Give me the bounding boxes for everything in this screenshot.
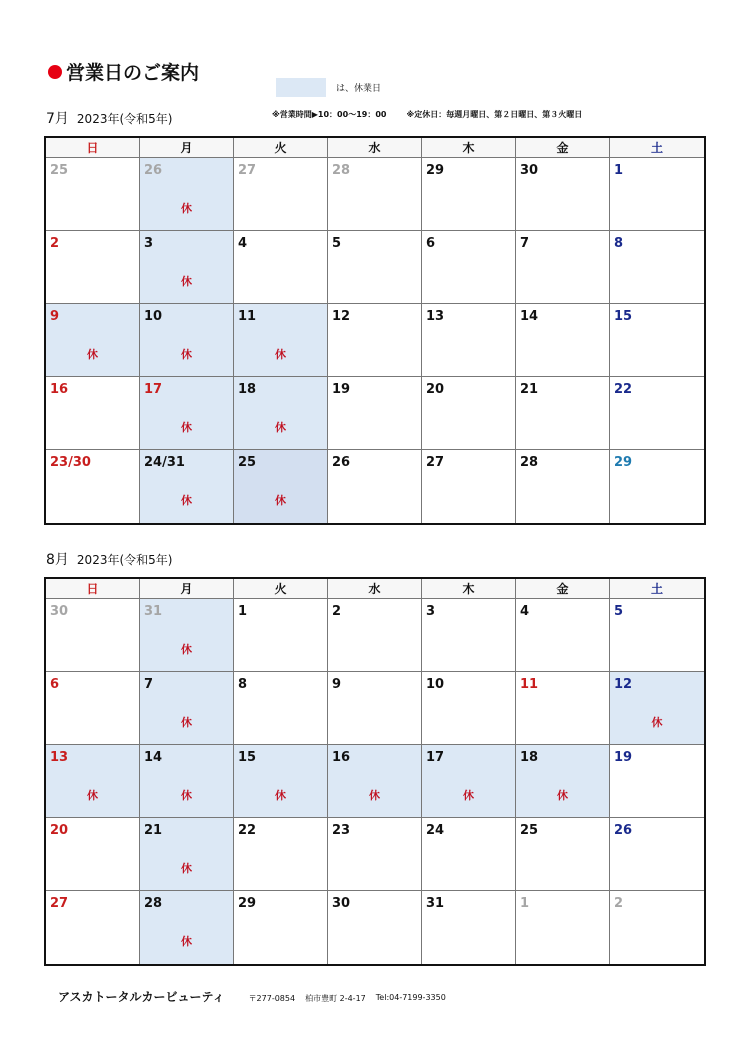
day-cell — [46, 304, 140, 377]
day-cell — [46, 377, 140, 450]
day-number: 2 — [50, 236, 60, 251]
july-calendar — [44, 136, 706, 525]
day-number: 26 — [144, 163, 163, 178]
day-number: 1 — [238, 604, 248, 619]
day-number: 19 — [614, 750, 633, 765]
day-number: 10 — [144, 309, 163, 324]
day-cell — [46, 599, 140, 672]
day-number: 14 — [144, 750, 163, 765]
holiday-mark: 休 — [181, 935, 192, 948]
day-cell — [422, 745, 516, 818]
holiday-mark: 休 — [87, 348, 98, 361]
weekday-header: 日 — [46, 579, 140, 599]
day-cell — [234, 377, 328, 450]
day-number: 3 — [426, 604, 436, 619]
day-cell — [610, 599, 704, 672]
day-number: 10 — [426, 677, 445, 692]
holiday-mark: 休 — [369, 789, 380, 802]
holiday-mark: 休 — [275, 421, 286, 434]
day-cell — [422, 672, 516, 745]
day-cell — [610, 231, 704, 304]
day-cell — [140, 818, 234, 891]
day-cell — [516, 377, 610, 450]
day-cell — [234, 891, 328, 964]
month-label: 7月 — [46, 111, 69, 127]
weekday-header: 月 — [140, 579, 234, 599]
day-number: 28 — [520, 455, 539, 470]
day-cell — [140, 891, 234, 964]
day-cell — [140, 231, 234, 304]
day-cell — [422, 377, 516, 450]
day-number: 21 — [144, 823, 163, 838]
day-number: 18 — [520, 750, 539, 765]
day-number: 2 — [332, 604, 342, 619]
holiday-mark: 休 — [463, 789, 474, 802]
day-cell — [422, 304, 516, 377]
weekday-header: 火 — [234, 579, 328, 599]
day-number: 7 — [520, 236, 530, 251]
weekday-header: 木 — [422, 138, 516, 158]
page-title-text: 営業日のご案内 — [66, 62, 200, 84]
year-label: 2023年(令和5年) — [76, 553, 173, 567]
day-number: 28 — [332, 163, 351, 178]
day-number: 4 — [520, 604, 530, 619]
red-dot-icon — [48, 65, 62, 79]
day-cell — [516, 818, 610, 891]
footer — [58, 988, 446, 1005]
street-address: 柏市豊町 2-4-17 — [305, 994, 366, 1003]
day-cell — [328, 450, 422, 523]
day-number: 16 — [332, 750, 351, 765]
day-cell — [46, 745, 140, 818]
day-cell — [422, 450, 516, 523]
day-number: 5 — [332, 236, 342, 251]
day-cell — [140, 377, 234, 450]
day-number: 20 — [426, 382, 445, 397]
day-number: 29 — [614, 455, 633, 470]
day-number: 11 — [520, 677, 539, 692]
holiday-mark: 休 — [275, 348, 286, 361]
day-number: 8 — [238, 677, 248, 692]
day-cell — [610, 450, 704, 523]
day-cell — [516, 304, 610, 377]
day-number: 29 — [426, 163, 445, 178]
regular-holiday-text: ※定休日：毎週月曜日、第２日曜日、第３火曜日 — [406, 110, 583, 119]
day-cell — [328, 231, 422, 304]
day-cell — [140, 158, 234, 231]
day-number: 14 — [520, 309, 539, 324]
day-number: 12 — [614, 677, 633, 692]
day-cell — [46, 231, 140, 304]
holiday-mark: 休 — [557, 789, 568, 802]
day-cell — [140, 450, 234, 523]
holiday-mark: 休 — [181, 275, 192, 288]
hours-text: ※営業時間▶10：00〜19：00 — [272, 110, 387, 119]
day-number: 30 — [520, 163, 539, 178]
day-number: 1 — [520, 896, 530, 911]
holiday-mark: 休 — [181, 494, 192, 507]
day-number: 16 — [50, 382, 69, 397]
weekday-header: 金 — [516, 138, 610, 158]
august-heading — [46, 549, 172, 569]
day-number: 25 — [238, 455, 257, 470]
day-cell — [234, 231, 328, 304]
day-number: 9 — [50, 309, 60, 324]
holiday-mark: 休 — [181, 202, 192, 215]
august-calendar — [44, 577, 706, 966]
weekday-header: 日 — [46, 138, 140, 158]
day-number: 29 — [238, 896, 257, 911]
day-cell — [140, 672, 234, 745]
day-number: 18 — [238, 382, 257, 397]
day-cell — [516, 158, 610, 231]
day-cell — [328, 599, 422, 672]
day-cell — [140, 304, 234, 377]
day-cell — [610, 891, 704, 964]
day-cell — [328, 672, 422, 745]
day-number: 11 — [238, 309, 257, 324]
day-number: 8 — [614, 236, 624, 251]
weekday-header: 木 — [422, 579, 516, 599]
day-number: 12 — [332, 309, 351, 324]
day-number: 13 — [50, 750, 69, 765]
day-number: 27 — [238, 163, 257, 178]
weekday-header: 水 — [328, 579, 422, 599]
day-cell — [610, 304, 704, 377]
day-number: 26 — [614, 823, 633, 838]
holiday-mark: 休 — [181, 348, 192, 361]
day-cell — [46, 891, 140, 964]
day-number: 23 — [332, 823, 351, 838]
day-cell — [328, 377, 422, 450]
day-cell — [46, 450, 140, 523]
day-number: 4 — [238, 236, 248, 251]
day-number: 31 — [144, 604, 163, 619]
page-title — [48, 58, 199, 85]
holiday-mark: 休 — [275, 494, 286, 507]
day-number: 20 — [50, 823, 69, 838]
day-number: 15 — [238, 750, 257, 765]
day-cell — [516, 450, 610, 523]
day-number: 30 — [332, 896, 351, 911]
day-cell — [328, 158, 422, 231]
day-cell — [234, 745, 328, 818]
day-cell — [610, 158, 704, 231]
day-number: 28 — [144, 896, 163, 911]
phone-number: Tel:04-7199-3350 — [375, 993, 446, 1002]
day-number: 22 — [614, 382, 633, 397]
weekday-header: 月 — [140, 138, 234, 158]
day-cell — [516, 231, 610, 304]
day-number: 9 — [332, 677, 342, 692]
weekday-header: 水 — [328, 138, 422, 158]
holiday-mark: 休 — [181, 716, 192, 729]
holiday-mark: 休 — [181, 643, 192, 656]
day-number: 21 — [520, 382, 539, 397]
day-cell — [46, 158, 140, 231]
day-number: 3 — [144, 236, 154, 251]
legend — [276, 78, 381, 97]
closed-day-swatch — [276, 78, 326, 97]
day-cell — [422, 158, 516, 231]
day-cell — [422, 818, 516, 891]
day-cell — [328, 745, 422, 818]
year-label: 2023年(令和5年) — [76, 112, 173, 126]
day-cell — [234, 672, 328, 745]
day-cell — [516, 599, 610, 672]
day-number: 7 — [144, 677, 154, 692]
holiday-mark: 休 — [181, 421, 192, 434]
month-label: 8月 — [46, 552, 69, 568]
business-hours-note — [272, 109, 582, 120]
legend-text: は、休業日 — [336, 84, 382, 94]
day-cell — [234, 599, 328, 672]
day-number: 27 — [426, 455, 445, 470]
day-number: 30 — [50, 604, 69, 619]
day-cell — [516, 745, 610, 818]
day-cell — [140, 745, 234, 818]
day-number: 1 — [614, 163, 624, 178]
day-number: 17 — [426, 750, 445, 765]
holiday-mark: 休 — [87, 789, 98, 802]
day-number: 24 — [426, 823, 445, 838]
contact-info — [249, 993, 446, 1004]
day-cell — [140, 599, 234, 672]
day-number: 24/31 — [144, 455, 185, 470]
day-number: 13 — [426, 309, 445, 324]
holiday-mark: 休 — [181, 862, 192, 875]
postal-code: 〒277-0854 — [248, 994, 296, 1003]
holiday-mark: 休 — [651, 716, 663, 729]
day-number: 23/30 — [50, 455, 91, 470]
day-cell — [234, 818, 328, 891]
day-cell — [234, 450, 328, 523]
day-cell — [516, 891, 610, 964]
day-cell — [422, 231, 516, 304]
day-number: 17 — [144, 382, 163, 397]
day-cell — [46, 672, 140, 745]
weekday-header: 土 — [610, 138, 704, 158]
day-cell — [422, 599, 516, 672]
day-cell — [516, 672, 610, 745]
weekday-header: 金 — [516, 579, 610, 599]
day-number: 5 — [614, 604, 624, 619]
day-number: 15 — [614, 309, 633, 324]
holiday-mark: 休 — [181, 789, 192, 802]
day-cell — [46, 818, 140, 891]
day-cell — [610, 672, 704, 745]
company-name: アスカトータルカービューティ — [58, 990, 225, 1004]
day-number: 25 — [520, 823, 539, 838]
day-cell — [328, 304, 422, 377]
day-cell — [328, 891, 422, 964]
day-cell — [422, 891, 516, 964]
july-heading — [46, 108, 172, 128]
day-number: 22 — [238, 823, 257, 838]
holiday-mark: 休 — [275, 789, 286, 802]
day-cell — [234, 304, 328, 377]
day-cell — [234, 158, 328, 231]
day-cell — [610, 818, 704, 891]
day-number: 6 — [50, 677, 60, 692]
weekday-header: 火 — [234, 138, 328, 158]
day-cell — [610, 377, 704, 450]
day-cell — [328, 818, 422, 891]
day-number: 27 — [50, 896, 69, 911]
day-number: 26 — [332, 455, 351, 470]
day-number: 2 — [614, 896, 624, 911]
day-number: 25 — [50, 163, 69, 178]
weekday-header: 土 — [610, 579, 704, 599]
day-cell — [610, 745, 704, 818]
day-number: 19 — [332, 382, 351, 397]
day-number: 6 — [426, 236, 436, 251]
day-number: 31 — [426, 896, 445, 911]
